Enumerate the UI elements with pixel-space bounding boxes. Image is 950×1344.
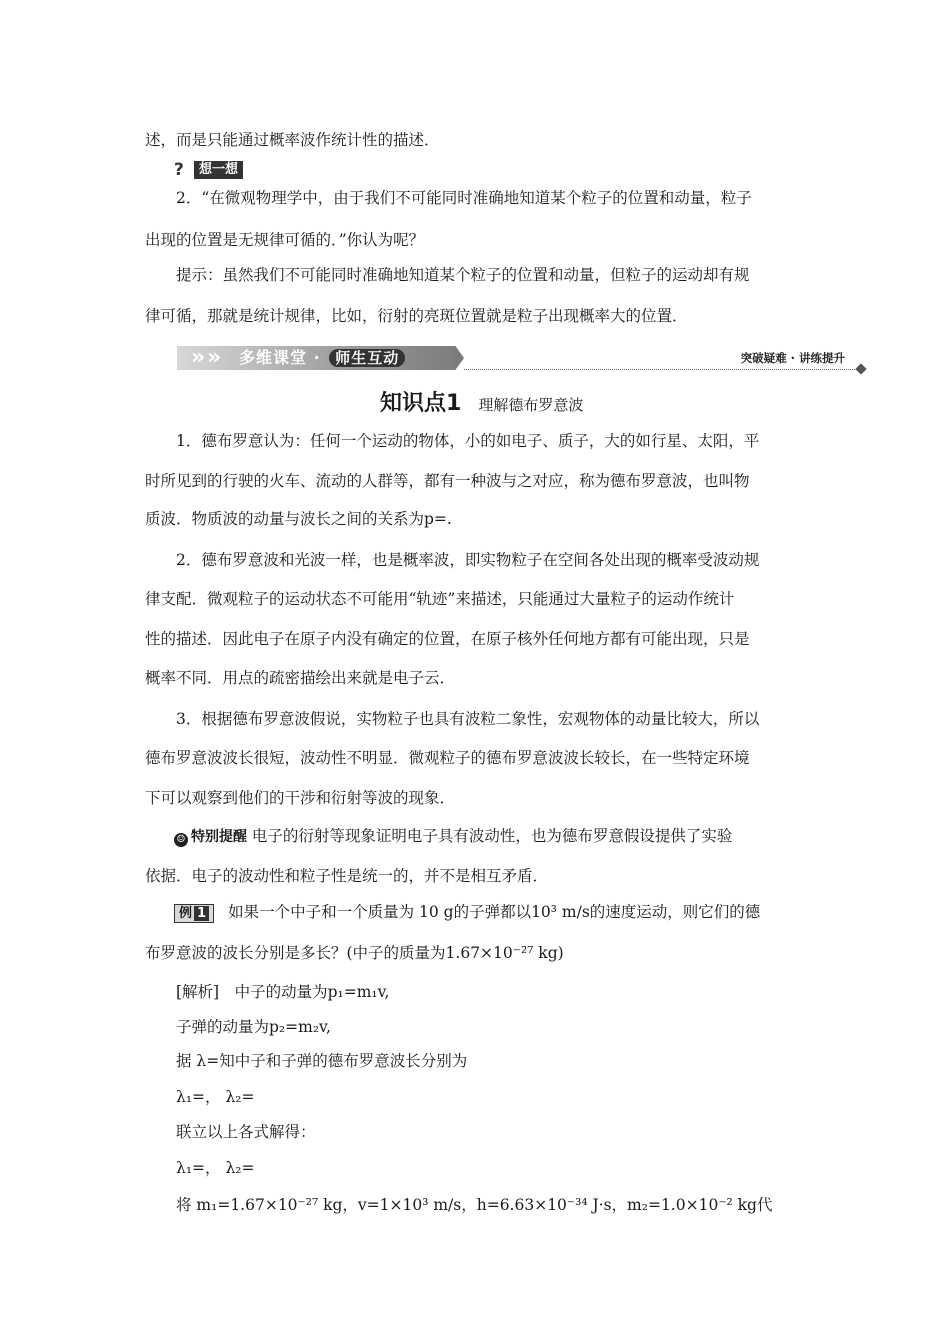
text-line: 性的描述．因此电子在原子内没有确定的位置，在原子核外任何地方都有可能出现，只是 [145,630,750,648]
chevron-right-icon: » [207,345,222,370]
banner-title-b: 师生互动 [329,349,405,367]
solution-line: 将 m₁=1.67×10⁻²⁷ kg，v=1×10³ m/s，h=6.63×10⁻³⁴ J·s，m₂=1.0×10⁻² kg代 [176,1196,773,1214]
section-banner [177,344,865,374]
text-line: 概率不同．用点的疏密描绘出来就是电子云． [145,669,456,687]
question-icon: ? [174,160,184,180]
text-line: 布罗意波的波长分别是多长？(中子的质量为1.67×10⁻²⁷ kg) [145,944,564,962]
section-title: 知识点1 [380,391,462,416]
special-text: 电子的衍射等现象证明电子具有波动性，也为德布罗意假设提供了实验 [247,827,733,845]
banner-title [239,346,405,370]
example-label: 例 [179,906,193,921]
solution-line: λ₁=， λ₂= [176,1088,255,1106]
special-label: 特别提醒 [191,829,247,845]
solution-line: 子弹的动量为p₂=m₂v, [176,1018,331,1036]
text-line: 出现的位置是无规律可循的．”你认为呢？ [145,231,425,249]
text-line: 下可以观察到他们的干涉和衍射等波的现象． [145,789,456,807]
solution-line: [解析] 中子的动量为p₁=m₁v, [176,983,390,1001]
text-line: 依据．电子的波动性和粒子性是统一的，并不是相互矛盾． [145,867,549,885]
text-line: 律可循，那就是统计规律，比如，衍射的亮斑位置就是粒子出现概率大的位置． [145,307,688,325]
text-line: 律支配．微观粒子的运动状态不可能用“轨迹”来描述，只能通过大量粒子的运动作统计 [145,590,735,608]
solution-line: 据 λ=知中子和子弹的德布罗意波长分别为 [176,1052,468,1070]
special-note [174,826,732,847]
section-heading [380,386,583,417]
chevron-right-icon: » [191,345,206,370]
text-line: 德布罗意波波长很短，波动性不明显．微观粒子的德布罗意波波长较长，在一些特定环境 [145,749,750,767]
divider [464,369,857,370]
text-line: 3．根据德布罗意波假说，实物粒子也具有波粒二象性，宏观物体的动量比较大，所以 [176,710,760,728]
solution-line: λ₁=， λ₂= [176,1159,255,1177]
example-number: 1 [194,906,209,921]
text-line: 提示：虽然我们不可能同时准确地知道某个粒子的位置和动量，但粒子的运动却有规 [176,266,750,284]
solution-line: 联立以上各式解得： [176,1123,316,1141]
example-line [174,902,760,923]
banner-title-a: 多维课堂 · [239,348,328,367]
text-line: 2．德布罗意波和光波一样，也是概率波，即实物粒子在空间各处出现的概率受波动规 [176,551,760,569]
text-line: 2．“在微观物理学中，由于我们不可能同时准确地知道某个粒子的位置和动量，粒子 [176,189,752,207]
smile-icon: ☺ [174,833,188,847]
text-line: 时所见到的行驶的火车、流动的人群等，都有一种波与之对应，称为德布罗意波，也叫物 [145,472,750,490]
think-tag [174,160,243,180]
example-text: 如果一个中子和一个质量为 10 g的子弹都以10³ m/s的速度运动，则它们的德 [228,903,761,921]
diamond-icon [855,363,866,374]
example-tag [174,904,214,923]
banner-right-label: 突破疑难 · 讲练提升 [740,351,845,365]
text-line: 1．德布罗意认为：任何一个运动的物体，小的如电子、质子，大的如行星、太阳，平 [176,432,760,450]
text-line: 述，而是只能通过概率波作统计性的描述． [145,131,440,149]
text-line: 质波．物质波的动量与波长之间的关系为p=. [145,510,452,528]
section-subtitle: 理解德布罗意波 [478,396,584,414]
think-label: 想一想 [194,161,243,179]
